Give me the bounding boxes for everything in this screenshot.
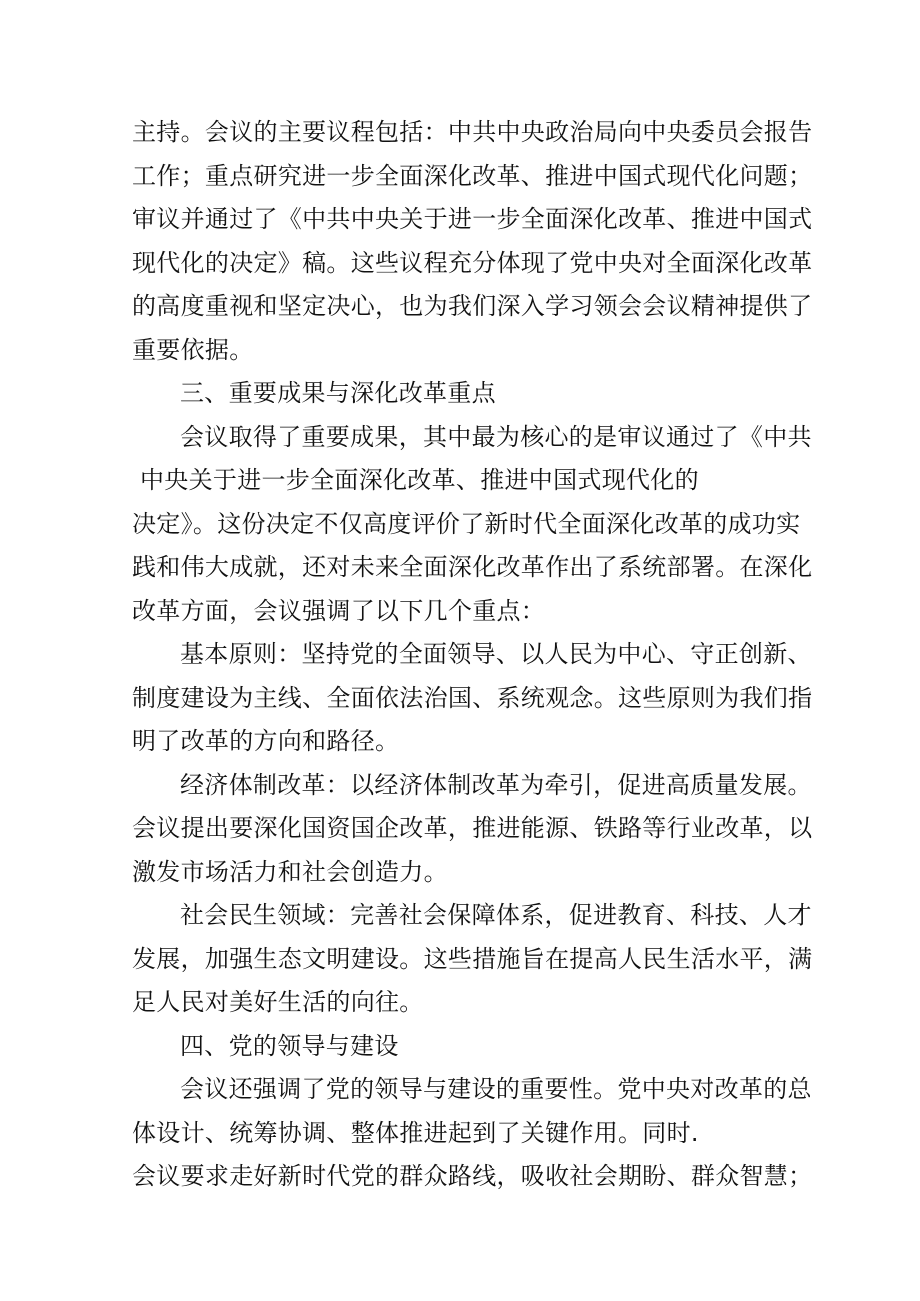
text-line: 会议取得了重要成果，其中最为核心的是审议通过了《中共 (180, 422, 812, 451)
text-line: 工作；重点研究进一步全面深化改革、推进中国式现代化问题； (132, 161, 813, 190)
text-line: 会议提出要深化国资国企改革，推进能源、铁路等行业改革，以 (132, 814, 813, 842)
text-line: 足人民对美好生活的向往。 (132, 988, 424, 1016)
text-line: 重要依据。 (132, 335, 254, 364)
text-line: 社会民生领域：完善社会保障体系，促进教育、科技、人才 (180, 901, 812, 929)
section-heading: 三、重要成果与深化改革重点 (180, 379, 496, 407)
text-line: 会议要求走好新时代党的群众路线，吸收社会期盼、群众智慧； (132, 1162, 813, 1190)
section-heading: 四、党的领导与建设 (180, 1031, 399, 1060)
text-line: 践和伟大成就，还对未来全面深化改革作出了系统部署。在深化 (132, 553, 813, 581)
document-body (132, 111, 813, 1199)
text-line: 经济体制改革：以经济体制改革为牵引，促进高质量发展。 (180, 770, 812, 799)
text-line: 发展，加强生态文明建设。这些措施旨在提高人民生活水平，满 (132, 944, 813, 973)
text-line: 现代化的决定》稿。这些议程充分体现了党中央对全面深化改革 (132, 248, 813, 277)
text-line: 中央关于进一步全面深化改革、推进中国式现代化的 (140, 466, 699, 494)
text-line: 主持。会议的主要议程包括：中共中央政治局向中央委员会报告 (132, 118, 813, 146)
text-line: 基本原则：坚持党的全面领导、以人民为中心、守正创新、 (180, 640, 812, 668)
text-line: 改革方面，会议强调了以下几个重点： (132, 596, 546, 625)
text-line: 激发市场活力和社会创造力。 (132, 857, 448, 886)
text-line: 制度建设为主线、全面依法治国、系统观念。这些原则为我们指 (132, 683, 813, 712)
text-line: 决定》。这份决定不仅高度评价了新时代全面深化改革的成功实 (132, 509, 801, 538)
text-line: 会议还强调了党的领导与建设的重要性。党中央对改革的总 (180, 1075, 812, 1103)
text-line: 明了改革的方向和路径。 (132, 727, 400, 755)
text-line: 审议并通过了《中共中央关于进一步全面深化改革、推进中国式 (132, 205, 813, 233)
text-line: 的高度重视和坚定决心，也为我们深入学习领会会议精神提供了 (132, 292, 813, 320)
text-line: 体设计、统筹协调、整体推进起到了关键作用。同时. (132, 1118, 699, 1147)
